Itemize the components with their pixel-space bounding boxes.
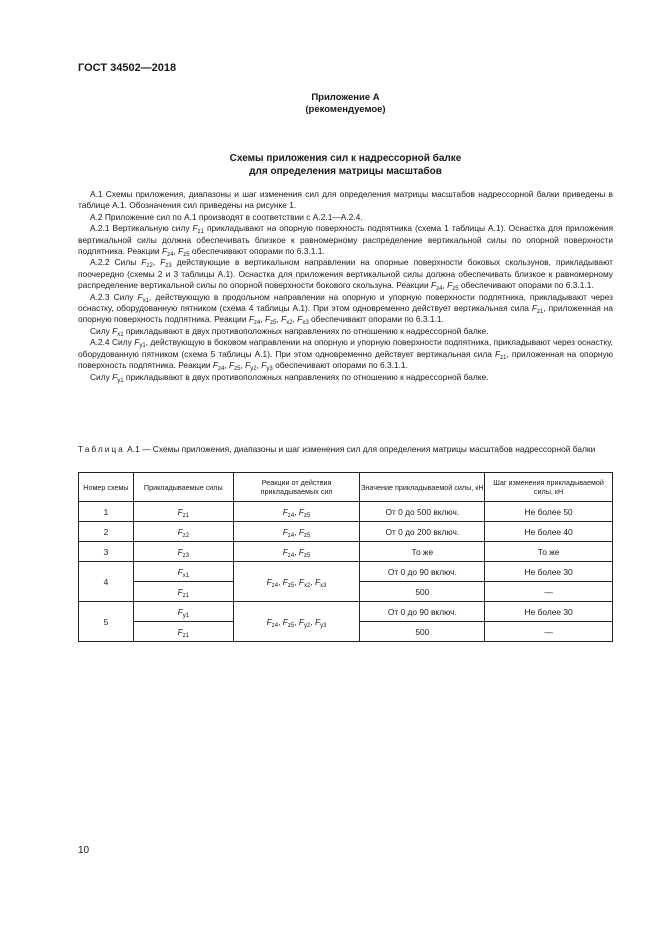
- paragraph-a1: А.1 Схемы приложения, диапазоны и шаг изменения сил для определения матрицы масштабов надрессорной балки приведены в таблице А.1. Обозначения сил приведены на рисунке 1.: [78, 189, 613, 211]
- cell-value: 500: [360, 622, 485, 642]
- cell-force: $F_{z1}$: [133, 622, 233, 642]
- cell-scheme: 1: [79, 502, 134, 522]
- cell-scheme: 5: [79, 602, 134, 642]
- paragraph-a24-note: Силу $F_{y1}$ прикладывают в двух противоположных направлениях по отношению к надрессорной балке.: [90, 371, 489, 384]
- paragraph-a24: А.2.4 Силу $F_{y1}$, действующую в боковом направлении на опорную и упорную поверхности подпятника, прикладывают через оснастку, оборудованную пятником (схема 5 таблицы А.1). При этом одновременно действует вертикальная сила $F_{z1}$, приложенная на опорную поверхность подпятника. Реакции $F_{z4}$, $F_{z5}$, $F_{y2}$, $F_{y3}$ обеспечивают опорами по 6.3.1.1.: [78, 337, 613, 373]
- header-scheme: Номер схемы: [79, 473, 134, 502]
- appendix-heading: [78, 92, 613, 116]
- cell-step: —: [485, 582, 613, 602]
- header-reactions: Реакции от действия прикладываемых сил: [233, 473, 360, 502]
- cell-force: $F_{z1}$: [133, 582, 233, 602]
- cell-reactions: $F_{z4}$, $F_{z5}$: [233, 542, 360, 562]
- cell-step: Не более 30: [485, 602, 613, 622]
- cell-force: $F_{z2}$: [133, 522, 233, 542]
- table-header-row: [79, 473, 613, 502]
- page-number: 10: [78, 845, 90, 856]
- cell-reactions: $F_{z4}$, $F_{z5}$, $F_{y2}$, $F_{y3}$: [233, 602, 360, 642]
- appendix-status: (рекомендуемое): [305, 104, 386, 115]
- header-forces: Прикладываемые силы: [133, 473, 233, 502]
- paragraph-a23-note: Силу $F_{x1}$ прикладывают в двух противоположных направлениях по отношению к надрессорной балке.: [90, 325, 489, 338]
- paragraph-a21: А.2.1 Вертикальную силу $F_{z1}$ прикладывают на опорную поверхность подпятника (схема 1 таблицы А.1). Оснастка для приложения вертикальной силы должна обеспечивать близкое к равномерному распределение вертикальной силы по опорной поверхности подпятника. Реакции $F_{z4}$, $F_{z5}$ обеспечивают опорами по 6.3.1.1.: [78, 223, 613, 259]
- table-row: [79, 502, 613, 522]
- cell-step: Не более 30: [485, 562, 613, 582]
- cell-value: 500: [360, 582, 485, 602]
- header-step: Шаг изменения прикладываемой силы, кН: [485, 473, 613, 502]
- appendix-label: Приложение А: [311, 92, 380, 103]
- standard-number: ГОСТ 34502—2018: [78, 62, 177, 74]
- table-row: [79, 522, 613, 542]
- table-row: [79, 562, 613, 582]
- cell-force: $F_{z1}$: [133, 502, 233, 522]
- table-caption-text: А.1 — Схемы приложения, диапазоны и шаг изменения сил для определения матрицы масштабов надрессорной балки: [124, 444, 596, 454]
- appendix-title: [78, 152, 613, 178]
- cell-reactions: $F_{z4}$, $F_{z5}$, $F_{x2}$, $F_{x3}$: [233, 562, 360, 602]
- cell-scheme: 4: [79, 562, 134, 602]
- cell-step: —: [485, 622, 613, 642]
- appendix-title-line2: для определения матрицы масштабов: [249, 166, 442, 177]
- cell-reactions: $F_{z4}$, $F_{z5}$: [233, 502, 360, 522]
- table-row: [79, 602, 613, 622]
- cell-value: От 0 до 200 включ.: [360, 522, 485, 542]
- cell-value: От 0 до 90 включ.: [360, 562, 485, 582]
- cell-scheme: 2: [79, 522, 134, 542]
- cell-value: То же: [360, 542, 485, 562]
- body-text: [78, 189, 613, 383]
- force-schemes-table: [78, 472, 613, 642]
- cell-force: $F_{x1}$: [133, 562, 233, 582]
- cell-reactions: $F_{z4}$, $F_{z5}$: [233, 522, 360, 542]
- paragraph-a22: А.2.2 Силы $F_{z2}$, $F_{z3}$ действующие в вертикальном направлении на опорные поверхности боковых скользунов, прикладывают поочередно (схемы 2 и 3 таблицы А.1). Оснастка для приложения вертикальной силы должна обеспечивать близкое к равномерному распределение вертикальной силы по опорной поверхности бокового скользуна. Реакции $F_{z4}$, $F_{z5}$ обеспечивают опорами по 6.3.1.1.: [78, 257, 614, 293]
- appendix-title-line1: Схемы приложения сил к надрессорной балке: [229, 153, 462, 164]
- cell-value: От 0 до 500 включ.: [360, 502, 485, 522]
- cell-scheme: 3: [79, 542, 134, 562]
- cell-step: Не более 40: [485, 522, 613, 542]
- table-caption-label: Таблица: [78, 444, 125, 454]
- cell-force: $F_{z3}$: [133, 542, 233, 562]
- cell-force: $F_{y1}$: [133, 602, 233, 622]
- paragraph-a2: А.2 Приложение сил по А.1 производят в соответствии с А.2.1—А.2.4.: [90, 211, 363, 222]
- header-value: Значение прикладываемой силы, кН: [360, 473, 485, 502]
- cell-step: Не более 50: [485, 502, 613, 522]
- table-caption: [78, 444, 613, 455]
- cell-step: То же: [485, 542, 613, 562]
- cell-value: От 0 до 90 включ.: [360, 602, 485, 622]
- paragraph-a23: А.2.3 Силу $F_{x1}$, действующую в продольном направлении на опорную и упорную поверхности подпятника, прикладывают через оснастку, оборудованную пятником (схема 4 таблицы А.1). При этом одновременно действует вертикальная сила $F_{z1}$, приложенная на опорную поверхность подпятника. Реакции $F_{z4}$, $F_{z5}$, $F_{x2}$, $F_{x3}$ обеспечивают опорами по 6.3.1.1.: [78, 291, 613, 327]
- table-row: [79, 542, 613, 562]
